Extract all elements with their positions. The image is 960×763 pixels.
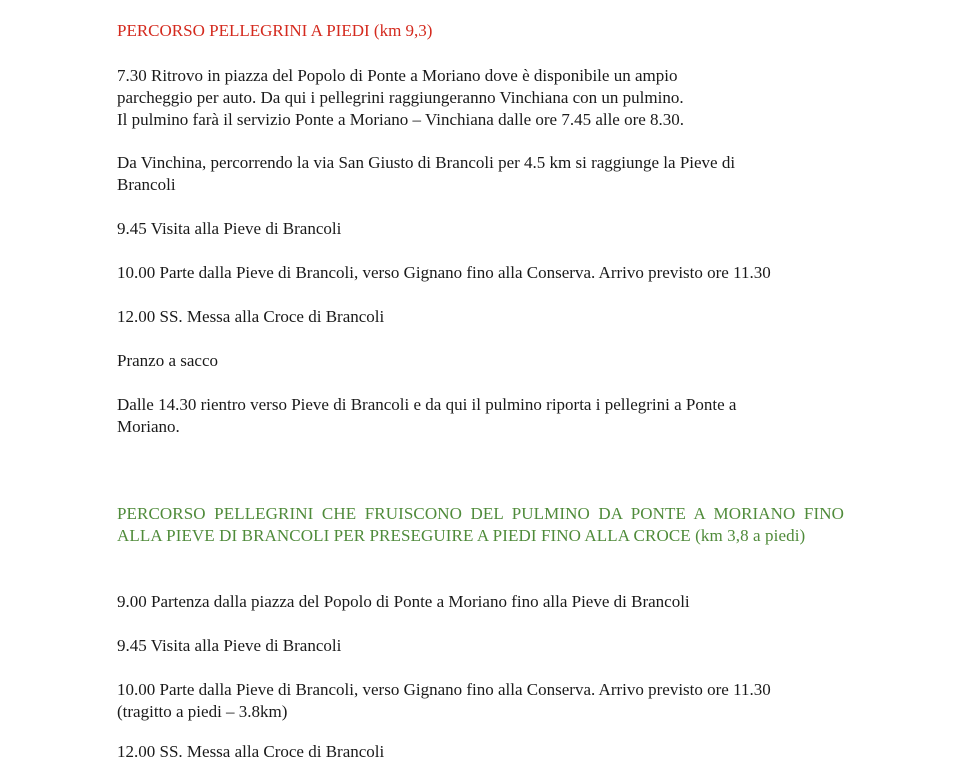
section1-intro-line: 7.30 Ritrovo in piazza del Popolo di Ponte a Moriano dove è disponibile un ampio [117, 66, 678, 85]
section1-intro [117, 65, 844, 131]
section1-messa: 12.00 SS. Messa alla Croce di Brancoli [117, 307, 385, 326]
section1-intro-line: Il pulmino farà il servizio Ponte a Moriano – Vinchiana dalle ore 7.45 alle ore 8.30. [117, 110, 685, 129]
section1-pranzo: Pranzo a sacco [117, 351, 219, 370]
section2-cutoff-line: 12.00 SS. Messa alla Croce di Brancoli [117, 742, 385, 761]
section2-visita: 9.45 Visita alla Pieve di Brancoli [117, 636, 342, 655]
section2-partenza: 9.00 Partenza dalla piazza del Popolo di Ponte a Moriano fino alla Pieve di Brancoli [117, 592, 690, 611]
section1-parte: 10.00 Parte dalla Pieve di Brancoli, verso Gignano fino alla Conserva. Arrivo previsto ore 11.30 [117, 263, 771, 282]
section1-rientro-line: Moriano. [117, 417, 180, 436]
section1-route [117, 152, 844, 196]
section1-heading: PERCORSO PELLEGRINI A PIEDI (km 9,3) [117, 21, 433, 40]
section1-rientro [117, 394, 844, 438]
section1-visita: 9.45 Visita alla Pieve di Brancoli [117, 219, 342, 238]
section1-rientro-line: Dalle 14.30 rientro verso Pieve di Brancoli e da qui il pulmino riporta i pellegrini a Ponte a [117, 395, 737, 414]
section1-route-line: Da Vinchina, percorrendo la via San Giusto di Brancoli per 4.5 km si raggiunge la Pieve di [117, 153, 736, 172]
section1-intro-line: parcheggio per auto. Da qui i pellegrini raggiungeranno Vinchiana con un pulmino. [117, 88, 684, 107]
section2-parte-line: 10.00 Parte dalla Pieve di Brancoli, verso Gignano fino alla Conserva. Arrivo previsto ore 11.30 [117, 680, 771, 699]
section2-parte [117, 679, 844, 723]
section2-heading: PERCORSO PELLEGRINI CHE FRUISCONO DEL PULMINO DA PONTE A MORIANO FINO ALLA PIEVE DI BRANCOLI PER PRESEGUIRE A PIEDI FINO ALLA CROCE (km 3,8 a piedi) [117, 504, 844, 545]
section1-route-line: Brancoli [117, 175, 176, 194]
section2-parte-line: (tragitto a piedi – 3.8km) [117, 702, 288, 721]
